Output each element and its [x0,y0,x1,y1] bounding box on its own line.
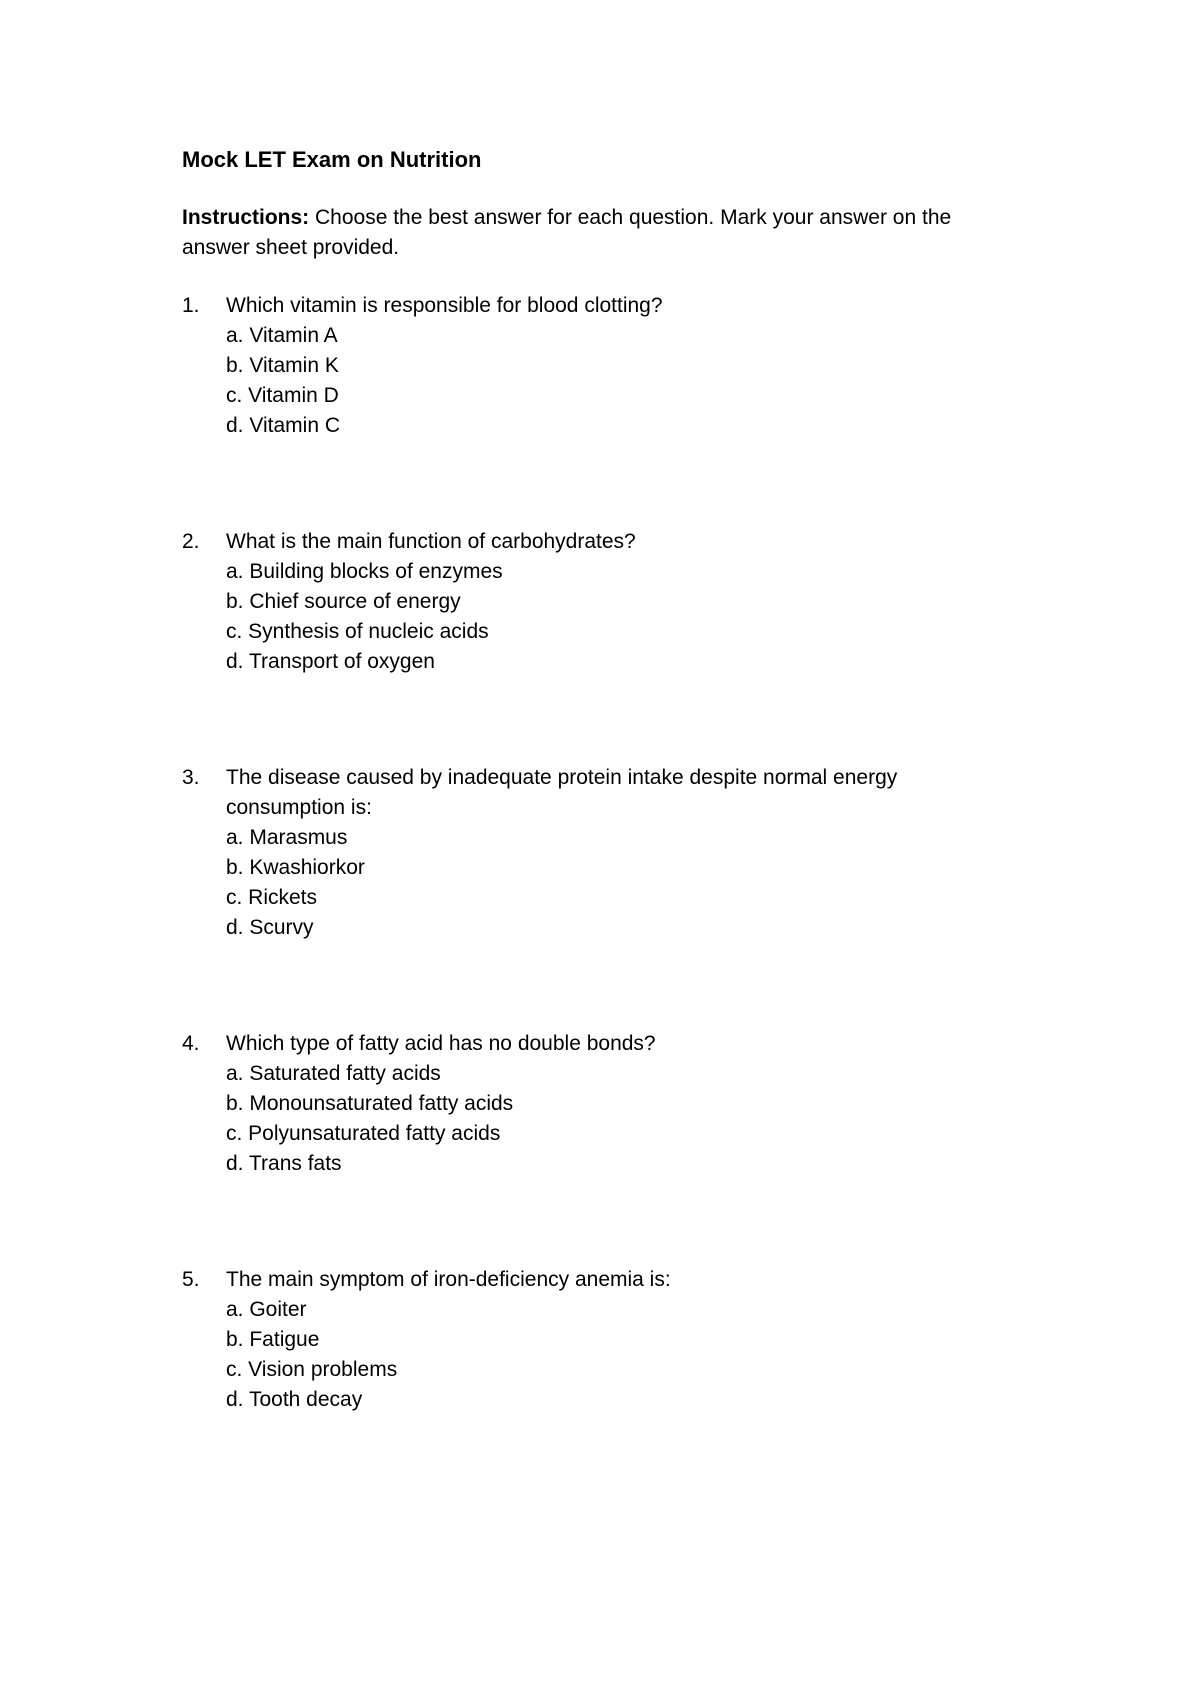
option-b: b. Chief source of energy [226,590,461,613]
option-c: c. Polyunsaturated fatty acids [226,1122,501,1145]
question-body [226,527,1012,677]
document-title: Mock LET Exam on Nutrition [182,147,482,172]
question-body [226,1029,1012,1179]
question-5 [182,1265,1012,1415]
question-number: 3. [182,766,200,789]
instructions-text: Choose the best answer for each question. Mark your answer on the answer sheet provided. [182,206,952,259]
question-number: 4. [182,1032,200,1055]
option-b: b. Fatigue [226,1328,320,1351]
question-text: Which type of fatty acid has no double bonds? [226,1032,656,1055]
option-a: a. Building blocks of enzymes [226,560,503,583]
question-text: Which vitamin is responsible for blood clotting? [226,294,663,317]
question-2 [182,527,1012,677]
option-d: d. Transport of oxygen [226,650,435,673]
question-text: The main symptom of iron-deficiency anemia is: [226,1268,671,1291]
option-b: b. Kwashiorkor [226,856,365,879]
question-body [226,763,1012,943]
option-d: d. Vitamin C [226,414,340,437]
question-text: What is the main function of carbohydrates? [226,530,636,553]
option-b: b. Vitamin K [226,354,339,377]
question-number: 1. [182,294,200,317]
option-a: a. Marasmus [226,826,348,849]
option-c: c. Rickets [226,886,318,909]
question-number: 5. [182,1268,200,1291]
option-a: a. Goiter [226,1298,307,1321]
question-text: The disease caused by inadequate protein intake despite normal energy consumption is: [226,766,898,819]
option-a: a. Saturated fatty acids [226,1062,441,1085]
question-3 [182,763,1012,943]
document-content [182,145,1012,1501]
option-c: c. Synthesis of nucleic acids [226,620,489,643]
question-1 [182,291,1012,441]
option-a: a. Vitamin A [226,324,338,347]
question-body [226,291,1012,441]
instructions-label: Instructions: [182,206,310,229]
option-d: d. Trans fats [226,1152,342,1175]
question-body [226,1265,1012,1415]
option-d: d. Tooth decay [226,1388,363,1411]
instructions-paragraph [182,203,1012,263]
question-number: 2. [182,530,200,553]
option-c: c. Vitamin D [226,384,339,407]
question-4 [182,1029,1012,1179]
option-d: d. Scurvy [226,916,314,939]
option-c: c. Vision problems [226,1358,398,1381]
option-b: b. Monounsaturated fatty acids [226,1092,514,1115]
